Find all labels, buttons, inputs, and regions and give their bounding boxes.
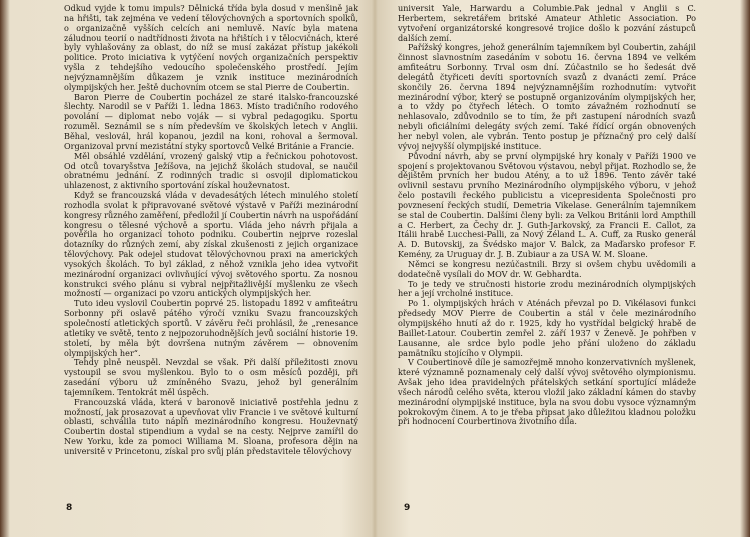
paragraph: Původní návrh, aby se první olympijské hry konaly v Paříži 1900 ve spojení s projektovanou Světovou výstavou, nebyl přijat. Rozhodlo se, že dějištěm prvních her budou Atény, a to už 1896. Tento závěr také ovlivnil sestavu prvního Mezinárodního olympijského výboru, v jehož čelo postavili řeckého publicistu a vicepresidenta Společnosti pro povznesení řeckých studií, Demetria Vikelase. Generálním tajemníkem se stal de Coubertin. Dalšími členy byli: za Velkou Británii lord Ampthill a C. Herbert, za Čechy dr. J. Guth-Jarkovský, za Francii E. Callot, za Itálii hrabě Lucchesi-Palli, za Nový Zéland L. A. Cuff, za Rusko generál A. D. Butovskij, za Švédsko major V. Balck, za Maďarsko profesor F. Kemény, za Uruguay dr. J. B. Zubiaur a za USA W. M. Sloane. — [398, 150, 696, 260]
paragraph: Tehdy plně neuspěl. Nevzdal se však. Při další příležitosti znovu vystoupil se svou myšlenkou. Bylo to o osm měsíců později, při zasedání výboru už zmíněného Svazu, jehož byl generálním tajemníkem. Tentokrát měl úspěch. — [64, 357, 358, 397]
paragraph: Tuto ideu vyslovil Coubertin poprvé 25. listopadu 1892 v amfiteátru Sorbonny při oslavě pátého výročí vzniku Svazu francouzských společností atletických sportů. V závěru řeči prohlásil, že „renesance atletiky ve světě, tento z nejpozoruhodnějších jevů sociální historie 19. století, by měla být dovršena nutným závěrem — obnovením olympijských her“. — [64, 298, 358, 358]
paragraph: Když se francouzská vláda v devadesátých létech minulého století rozhodla svolat k připravované světové výstavě v Paříži mezinárodní kongresy různého zaměření, předložil jí Coubertin návrh na uspořádání kongresu o tělesné výchově a sportu. Vláda jeho návrh přijala a pověřila ho organizací tohoto podniku. Coubertin nejprve rozeslal dotazníky do různých zemí, aby získal zkušenosti z jejich organizace tělovýchovy. Pak odejel studovat tělovýchovnou praxi na amerických vysokých školách. To byl základ, z něhož vznikla jeho idea vytvořit mezinárodní organizaci ovlivňující vývoj světového sportu. Za nosnou konstrukci svého plánu si vybral nejpřitažlivější myšlenku ze všech možností — organizaci po vzoru antických olympijských her. — [64, 190, 359, 299]
right-page — [384, 4, 740, 533]
paragraph: Pařížský kongres, jehož generálním tajemníkem byl Coubertin, zahájil činnost slavnostním zasedáním v sobotu 16. června 1894 ve velkém amfiteátru Sorbonny. Trval osm dní. Zúčastnilo se ho šedesát dvě delegátů čtyřiceti devíti sportovních svazů z dvanácti zemí. Práce skončily 26. června 1894 nejvýznamnějším rozhodnutím: vytvořit mezinárodní výbor, který se postupně organizováním olympijských her, a to vždy po čtyřech létech. O tomto závažném rozhodnutí se nehlasovalo, zdůvodnilo se to tím, že při zastupení národních svazů nebyli oficiálními delegáty svých zemí. Také řídící orgán obnovených her nebyl volen, ale vybrán. Tento postup je příznačný pro celý další vývoj nejvyšší olympijské instituce. — [398, 42, 696, 151]
paragraph: To je tedy ve stručnosti historie zrodu mezinárodních olympijských her a její vrcholné instituce. — [398, 278, 696, 299]
paragraph: Baron Pierre de Coubertin pocházel ze staré italsko-francouzské šlechty. Narodil se v Paříži 1. ledna 1863. Místo tradičního rodového povolání — diplomat nebo voják — si vybral pedagogiku. Sportu rozuměl. Seznámil se s ním především ve školských letech v Anglii. Běhal, veslovál, hrál kopanou, jezdil na koni, rohoval a šermoval. Organizoval první mezistátní styky sportovců Velké Británie a Francie. — [64, 91, 358, 151]
paragraph: Němci se kongresu nezúčastnili. Brzy si ovšem chybu uvědomili a dodatečně vysílali do MOV dr. W. Gebhardta. — [398, 258, 696, 279]
paragraph: Francouzská vláda, která v baronově iniciativě postřehla jednu z možností, jak prosazovat a upevňovat vliv Francie i ve světové kulturní oblasti, schválila tuto náplň mezinárodního kongresu. Houževnatý Coubertin dostal stipendium a vydal se na cesty. Nejprve zamířil do New Yorku, kde za pomoci Williama M. Sloana, profesora dějin na universitě v Princetonu, získal pro svůj plán představitele tělovýchovy — [64, 396, 358, 456]
page-number: 9 — [404, 503, 411, 513]
paragraph: universit Yale, Harwardu a Columbie.Pak jednal v Anglii s C. Herbertem, sekretářem britské Amateur Athletic Association. Po vytvoření organizátorské kongresové trojice došlo k pozvání zástupců dalších zemí. — [398, 3, 696, 43]
page-number: 8 — [66, 503, 73, 513]
right-page-text — [398, 4, 696, 427]
left-page — [14, 4, 366, 533]
paragraph: Po 1. olympijských hrách v Aténách převzal po D. Vikélasovi funkci předsedy MOV Pierre de Coubertin a stál v čele mezinárodního olympijského hnutí až do r. 1925, kdy ho vystřídal belgický hrabě de Baillet-Latour. Coubertin zemřel 2. září 1937 v Ženevě. Je pohřben v Lausanne, ale srdce bylo podle jeho přání uloženo do základu pamätníku stojícího v Olympii. — [398, 298, 696, 358]
left-page-text — [64, 4, 358, 457]
paragraph: Odkud vyjde k tomu impuls? Dělnická třída byla dosud v menšině jak na hřišti, tak zejména ve vedení tělovýchovných a sportovních spolků, o organizačně vyšších celcích ani nemluvě. Navíc byla matena záludnou teorií o nadtřídnosti života na hřištích i v tělocvičnách, které byly vyhlašovány za oblast, do níž se musí zakázat přístup jakékoli politice. Proto iniciativa k vytýčení nových organizačních perspektiv vyšla z tehdejšího vedoucího společenského prostředí. Jejím nejvýznamnějším důkazem je vznik instituce mezinárodních olympijských her. Ještě duchovním otcem se stal Pierre de Coubertin. — [64, 3, 358, 92]
paragraph: V Coubertinově díle je samozřejmě mnoho konzervativních myšlenek, které významně poznamenaly celý další vývoj světového olympionismu. Avšak jeho idea pravidelných přátelských setkání sportující mládeže všech národů celého světa, kterou vložil jako základní kámen do stavby mezinárodní olympijské instituce, byla na svou dobu vysoce významným pokrokovým činem. A to je třeba připsat jako důležitou kladnou položku při hodnocení Courbertinova životního díla. — [398, 357, 696, 427]
paragraph: Měl obsáhlé vzdělání, vrozený galský vtip a řečnickou pohotovost. Od otců tovaryšstva Ježíšova, na jejichž školách studoval, se naučil obratnému jednání. Z rodinných tradic si osvojil diplomatickou uhlazenost, z aktivního sportování získal houževnatost. — [64, 150, 358, 191]
